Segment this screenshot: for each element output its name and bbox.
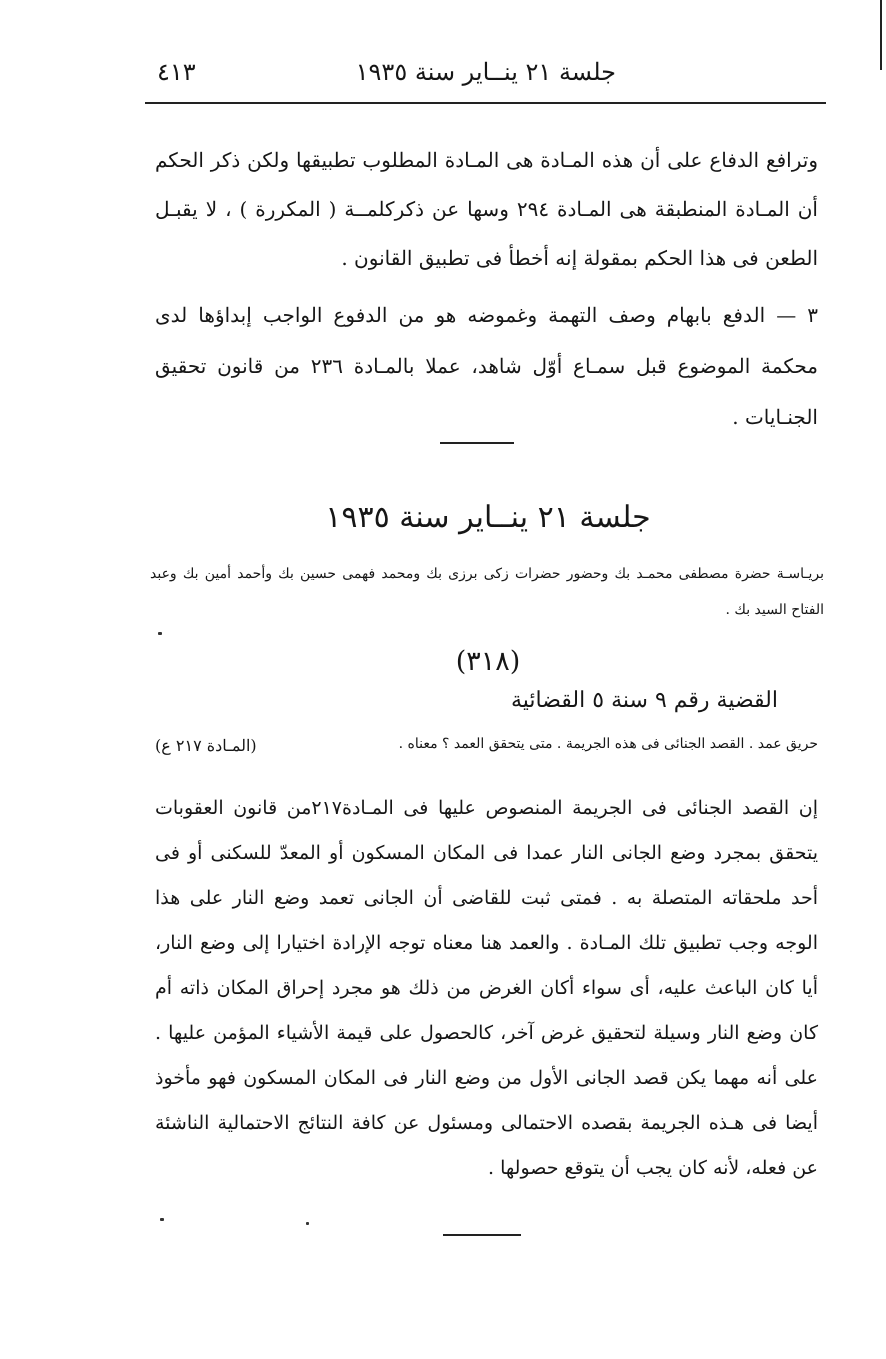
section-divider	[440, 442, 514, 444]
ruling-paragraph: إن القصد الجنائى فى الجريمة المنصوص عليها فى المـادة٢١٧من قانون العقوبات يتحقق بمجرد وضع الجانى النار عمدا فى المكان المسكون أو المعدّ للسكنى أو فى أحد ملحقاته المتصلة به . فمتى ثبت للقاضى أن الجانى تعمد وضع النار على هذا الوجه وجب تطبيق تلك المـادة . والعمد هنا معناه توجه الإرادة اختيارا إلى وضع النار، أيا كان الباعث عليه، أى سواء أكان الغرض من ذلك هو مجرد إحراق المكان ذاته أم كان وضع النار وسيلة لتحقيق غرض آخر، كالحصول على قيمة الأشياء المؤمن عليها . على أنه مهما يكن قصد الجانى الأول من وضع النار فى المكان المسكون فهو مأخوذ أيضا فى هـذه الجريمة بقصده الاحتمالى ومسئول عن كافة النتائج الاحتمالية الناشئة عن فعله، لأنه كان يجب أن يتوقع حصولها .	[155, 797, 818, 1179]
paragraph-defense-argument: وترافع الدفاع على أن هذه المـادة هى المـادة المطلوب تطبيقها ولكن ذكر الحكم أن المـادة المنطبقة هى المـادة ٢٩٤ وسها عن ذكركلمــة ( المكررة ) ، لا يقبـل الطعن فى هذا الحكم بمقولة إنه أخطأ فى تطبيق القانون .	[155, 148, 818, 270]
case-summary: حريق عمد . القصد الجنائى فى هذه الجريمة . متى يتحقق العمد ؟ معناه .	[398, 736, 818, 752]
header-title: جلسة ٢١ ينــاير سنة ١٩٣٥	[355, 58, 616, 86]
page-number: ٤١٣	[157, 58, 196, 86]
article-reference: (المـادة ٢١٧ ع)	[155, 736, 257, 755]
paragraph-point-3: ٣ — الدفع بابهام وصف التهمة وغموضه هو من الدفوع الواجب إبداؤها لدى محكمة الموضوع قبل سمـاع أوّل شاهد، عملا بالمـادة ٢٣٦ من قانون تحقيق الجنـايات .	[155, 303, 818, 429]
page-edge-line	[880, 0, 882, 70]
print-speck	[160, 1218, 164, 1221]
case-reference: القضية رقم ٩ سنة ٥ القضائية	[510, 688, 778, 713]
running-header	[145, 52, 826, 104]
print-speck	[158, 632, 162, 635]
end-divider	[443, 1234, 521, 1236]
print-speck	[306, 1222, 309, 1225]
session-attendance: بريـاسـة حضرة مصطفى محمـد بك وحضور حضرات زكى برزى بك ومحمد فهمى حسين بك وأحمد أمين بك وعبد الفتاح السيد بك .	[150, 566, 824, 618]
case-number: (٣١٨)	[455, 646, 521, 677]
session-title: جلسة ٢١ ينــاير سنة ١٩٣٥	[325, 500, 651, 535]
